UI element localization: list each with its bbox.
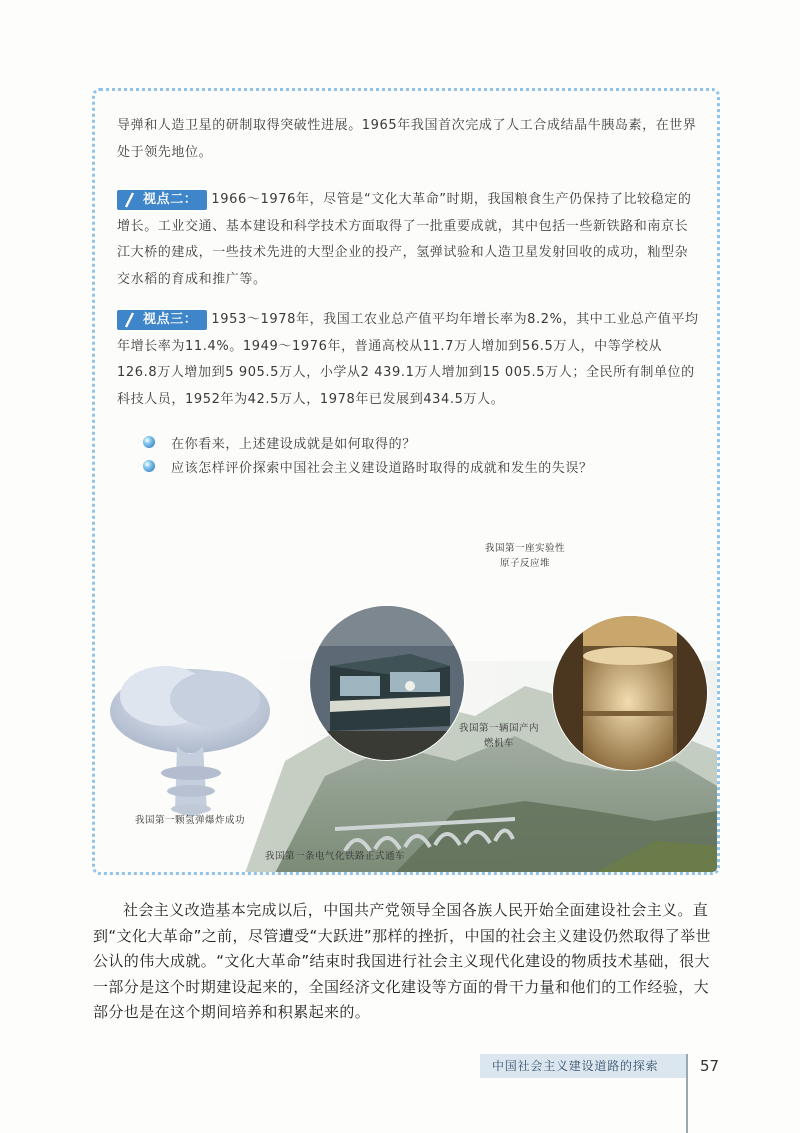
question-item [143, 431, 683, 453]
footer-chapter-title: 中国社会主义建设道路的探索 [492, 1059, 659, 1073]
bullet-icon [143, 436, 155, 448]
bullet-icon [143, 460, 155, 472]
viewpoint-3-tag [117, 310, 207, 330]
slash-icon [123, 192, 137, 208]
question-text: 应该怎样评价探索中国社会主义建设道路时取得的成就和发生的失误？ [171, 460, 593, 476]
viewpoint-2-label: 视点二： [143, 192, 198, 207]
mushroom-cloud-image [110, 666, 270, 816]
caption-reactor: 我国第一座实验性原子反应堆 [485, 543, 566, 569]
viewpoint-3-text: 1953～1978年，我国工农业总产值平均年增长率为8.2%，其中工业总产值平均年增长率为11.4%。1949～1976年，普通高校从11.7万人增加到56.5万人，中等学校从126.8万人增加到5 905.5万人，小学从2 439.1万人增加到15 005.5万人；全民所有制单位的科技人员，1952年为42.5万人，1978年已发展到434.5万人。 [117, 312, 699, 407]
caption-locomotive: 我国第一辆国产内燃机车 [459, 723, 540, 749]
main-paragraph: 社会主义改造基本完成以后，中国共产党领导全国各族人民开始全面建设社会主义。直到“文化大革命”之前，尽管遭受“大跃进”那样的挫折，中国的社会主义建设仍然取得了举世公认的伟大成就。“文化大革命”结束时我国进行社会主义现代化建设的物质技术基础，很大一部分是这个时期建设起来的，全国经济文化建设等方面的骨干力量和他们的工作经验，大部分也是在这个期间培养和积累起来的。 [93, 901, 711, 1021]
reading-paragraph-1: 导弹和人造卫星的研制取得突破性进展。1965年我国首次完成了人工合成结晶牛胰岛素，在世界处于领先地位。 [117, 118, 697, 160]
illustration-collage [95, 511, 717, 873]
viewpoint-2-text: 1966～1976年，尽管是“文化大革命”时期，我国粮食生产仍保持了比较稳定的增长。工业交通、基本建设和科学技术方面取得了一批重要成就，其中包括一些新铁路和南京长江大桥的建成，一些技术先进的大型企业的投产，氢弹试验和人造卫星发射回收的成功，籼型杂交水稻的育成和推广等。 [117, 192, 692, 287]
caption-bomb: 我国第一颗氢弹爆炸成功 [135, 815, 246, 826]
viewpoint-3 [117, 307, 699, 413]
question-text: 在你看来，上述建设成就是如何取得的？ [171, 436, 416, 452]
page-number: 57 [700, 1057, 720, 1075]
slash-icon [123, 312, 137, 328]
footer-divider [686, 1054, 688, 1133]
viewpoint-2-tag [117, 190, 207, 210]
reactor-photo [552, 615, 708, 771]
viewpoint-3-label: 视点三： [143, 312, 198, 327]
question-item [143, 455, 683, 477]
locomotive-photo [309, 605, 465, 761]
caption-railway: 我国第一条电气化铁路正式通车 [264, 851, 405, 862]
question-list [143, 431, 683, 479]
reading-box [92, 88, 720, 875]
viewpoint-2 [117, 187, 699, 293]
